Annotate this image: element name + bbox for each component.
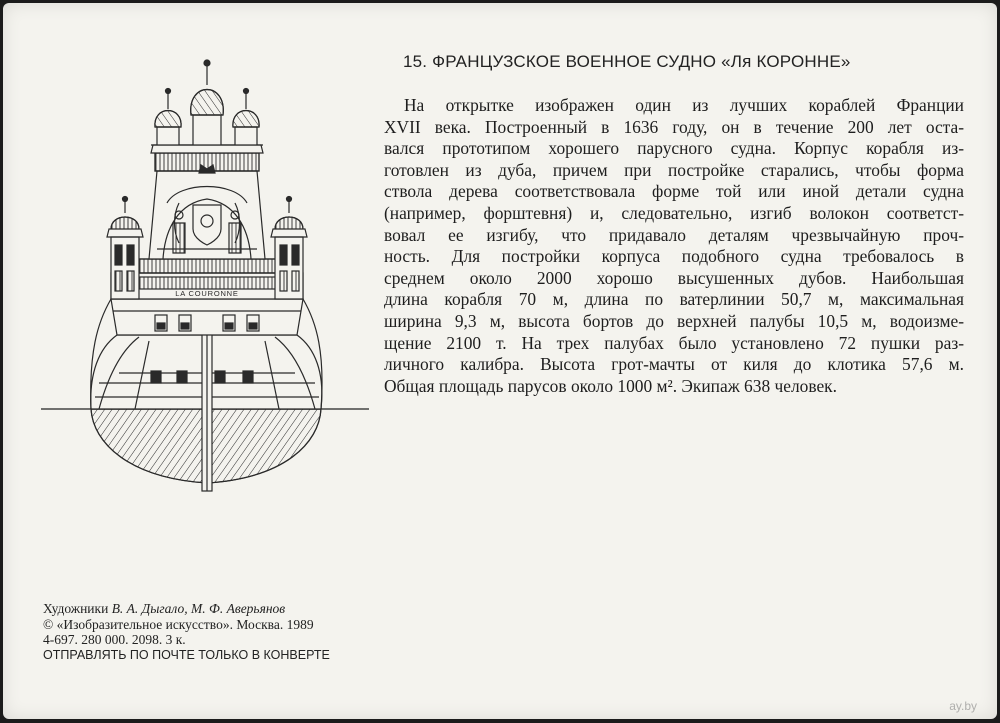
text-line: Общая площадь парусов около 1000 м². Экипаж 638 человек.	[384, 375, 837, 396]
text-line: ширина 9,3 м, высота бортов до верхней палубы 10,5 м, водоизме-	[384, 310, 964, 331]
postcard	[3, 3, 997, 719]
ship-stern-illustration	[39, 53, 369, 498]
text-line: На открытке изображен один из лучших кораблей Франции	[404, 95, 964, 115]
text-line: щение 2100 т. На трех палубах было установлено 72 пушки раз-	[384, 332, 964, 353]
text-line: среднем около 2000 хорошо высушенных дубов. Наибольшая	[384, 267, 964, 288]
text-line: вался прототипом хорошего парусного судна. Корпус корабля из-	[384, 138, 964, 159]
artists-prefix: Художники	[43, 601, 112, 616]
text-line: готовлен из дуба, причем при постройке старались, чтобы форма	[384, 159, 964, 180]
artists-names: В. А. Дыгало, М. Ф. Аверьянов	[111, 601, 286, 616]
text-line: XVII века. Построенный в 1636 году, он в течение 200 лет оста-	[384, 116, 964, 137]
ship-name-label: LA COURONNE	[175, 289, 239, 298]
page-title: 15. ФРАНЦУЗСКОЕ ВОЕННОЕ СУДНО «Ля КОРОННЕ»	[403, 52, 851, 71]
text-line: вовал ее изгибу, что придавало деталям чрезвычайную проч-	[384, 224, 964, 245]
publisher-credits	[43, 601, 330, 663]
artists-line	[43, 601, 330, 617]
watermark: ay.by	[949, 699, 977, 713]
text-line: ность. Для постройки корпуса подобного судна требовалось в	[384, 246, 964, 267]
text-line: длина корабля 70 м, длина по ватерлинии 50,7 м, максимальная	[384, 289, 964, 310]
mail-instruction: ОТПРАВЛЯТЬ ПО ПОЧТЕ ТОЛЬКО В КОНВЕРТЕ	[43, 647, 330, 662]
text-line: (например, форштевня) и, следовательно, изгиб волокон соответст-	[384, 202, 964, 223]
text-line: ствола дерева соответствовала форме той или иной детали судна	[384, 181, 964, 202]
text-line: личного калибра. Высота грот-мачты от киля до клотика 57,6 м.	[384, 354, 964, 375]
publisher-line: © «Изобразительное искусство». Москва. 1989	[43, 616, 314, 632]
description-text	[384, 95, 964, 397]
print-code: 4-697. 280 000. 2098. 3 к.	[43, 632, 186, 647]
